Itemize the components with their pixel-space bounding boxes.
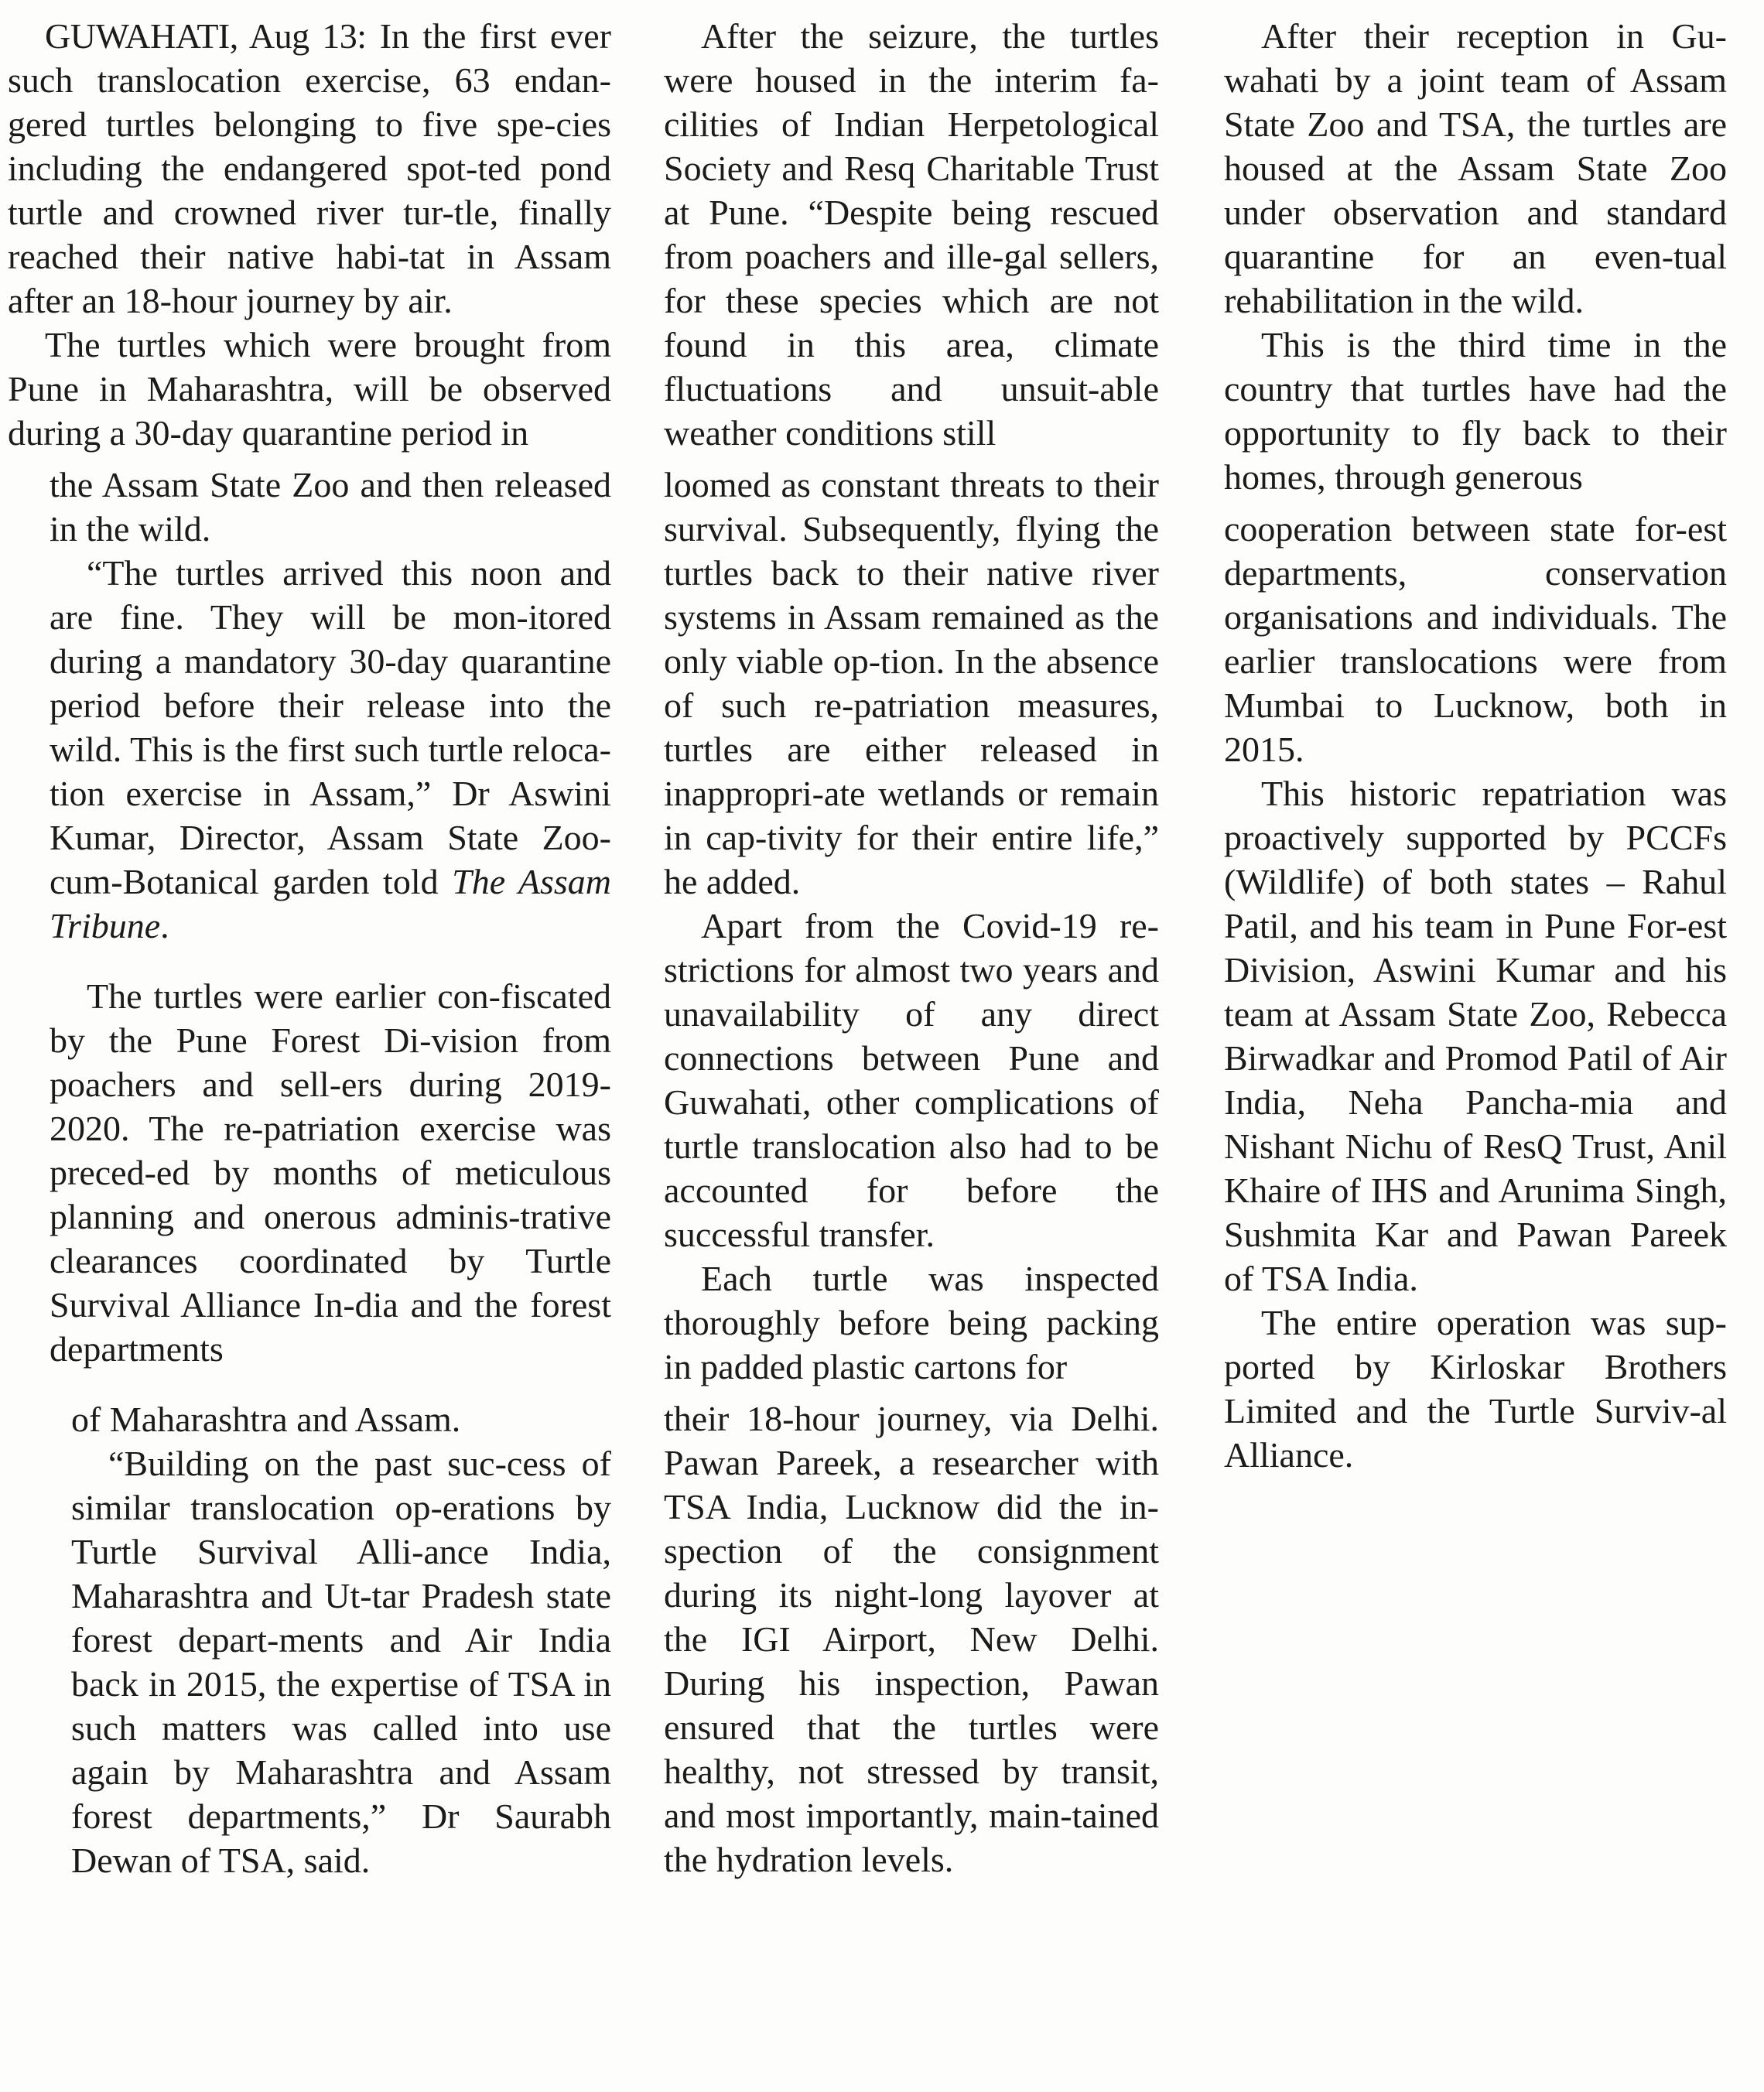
article-paragraph: of Maharashtra and Assam. [71,1400,461,1439]
article-column-3 [1224,14,1727,1477]
quote-text: “The turtles arrived this noon and are fine. They will be mon-itored during a mandatory 30-day quarantine period before their release into the wild. This is the first such turtle reloca-tion exercise in Assam,” Dr Aswini Kumar, Director, Assam State Zoo-cum-Botanical garden told [50,553,611,901]
article-paragraph: After their reception in Gu-wahati by a joint team of Assam State Zoo and TSA, the turtles are housed at the Assam State Zoo under observation and standard quarantine for an even-tual rehabilitation in the wild. [1224,16,1727,320]
article-paragraph: The entire operation was sup-ported by Kirloskar Brothers Limited and the Turtle Surviv-al Alliance. [1224,1303,1727,1475]
article-paragraph: Apart from the Covid-19 re-strictions for almost two years and unavailability of any direct connections between Pune and Guwahati, other complications of turtle translocation also had to be accounted for before the successful transfer. [664,906,1159,1254]
dateline: GUWAHATI, Aug 13: [45,16,367,56]
page-bottom-edge [0,2086,1764,2092]
article-paragraph: cooperation between state for-est departments, conservation organisations and individuals. The earlier translocations were from Mumbai to Lucknow, both in 2015. [1224,509,1727,769]
article-column-2 [664,14,1159,1882]
quote-paragraph: “Building on the past suc-cess of similar translocation op-erations by Turtle Survival Alli-ance India, Maharashtra and Ut-tar Pradesh state forest depart-ments and Air India back in 2015, the expertise of TSA in such matters was called into use again by Maharashtra and Assam forest departments,” Dr Saurabh Dewan of TSA, said. [71,1444,611,1880]
article-paragraph: their 18-hour journey, via Delhi. Pawan Pareek, a researcher with TSA India, Lucknow did the in-spection of the consignment during its night-long layover at the IGI Airport, New Delhi. During his inspection, Pawan ensured that the turtles were healthy, not stressed by transit, and most importantly, main-tained the hydration levels. [664,1399,1159,1879]
article-column-1 [8,14,611,1882]
article-paragraph: The turtles were earlier con-fiscated by the Pune Forest Di-vision from poachers and sell-ers during 2019-2020. The re-patriation exercise was preced-ed by months of meticulous planning and onerous adminis-trative clearances coordinated by Turtle Survival Alliance In-dia and the forest departments [50,976,611,1369]
publication-suffix: . [160,906,169,945]
quote-paragraph [8,551,611,948]
article-paragraph: Each turtle was inspected thoroughly before being packing in padded plastic cartons for [664,1259,1159,1386]
article-paragraph: the Assam State Zoo and then released in the wild. [50,465,611,549]
article-paragraph: The turtles which were brought from Pune in Maharashtra, will be observed during a 30-day quarantine period in [8,325,611,453]
article-paragraph: loomed as constant threats to their survival. Subsequently, flying the turtles back to their native river systems in Assam remained as the only viable op-tion. In the absence of such re-patriation measures, turtles are either released in inappropri-ate wetlands or remain in cap-tivity for their entire life,” he added. [664,465,1159,901]
article-paragraph: This historic repatriation was proactively supported by PCCFs (Wildlife) of both states – Rahul Patil, and his team in Pune For-est Division, Aswini Kumar and his team at Assam State Zoo, Rebecca Birwadkar and Promod Patil of Air India, Neha Pancha-mia and Nishant Nichu of ResQ Trust, Anil Khaire of IHS and Arunima Singh, Sushmita Kar and Pawan Pareek of TSA India. [1224,774,1727,1298]
lead-paragraph-text: In the first ever such translocation exercise, 63 endan-gered turtles belonging to five spe-cies including the endangered spot-ted pond turtle and crowned river tur-tle, finally reached their native habi-tat in Assam after an 18-hour journey by air. [8,16,611,320]
article-paragraph: After the seizure, the turtles were housed in the interim fa-cilities of Indian Herpetological Society and Resq Charitable Trust at Pune. “Despite being rescued from poachers and ille-gal sellers, for these species which are not found in this area, climate fluctuations and unsuit-able weather conditions still [664,16,1159,453]
article-paragraph: This is the third time in the country that turtles have had the opportunity to fly back to their homes, through generous [1224,325,1727,497]
lead-paragraph [8,14,611,323]
publication-name: The Assam Tribune [50,862,611,945]
